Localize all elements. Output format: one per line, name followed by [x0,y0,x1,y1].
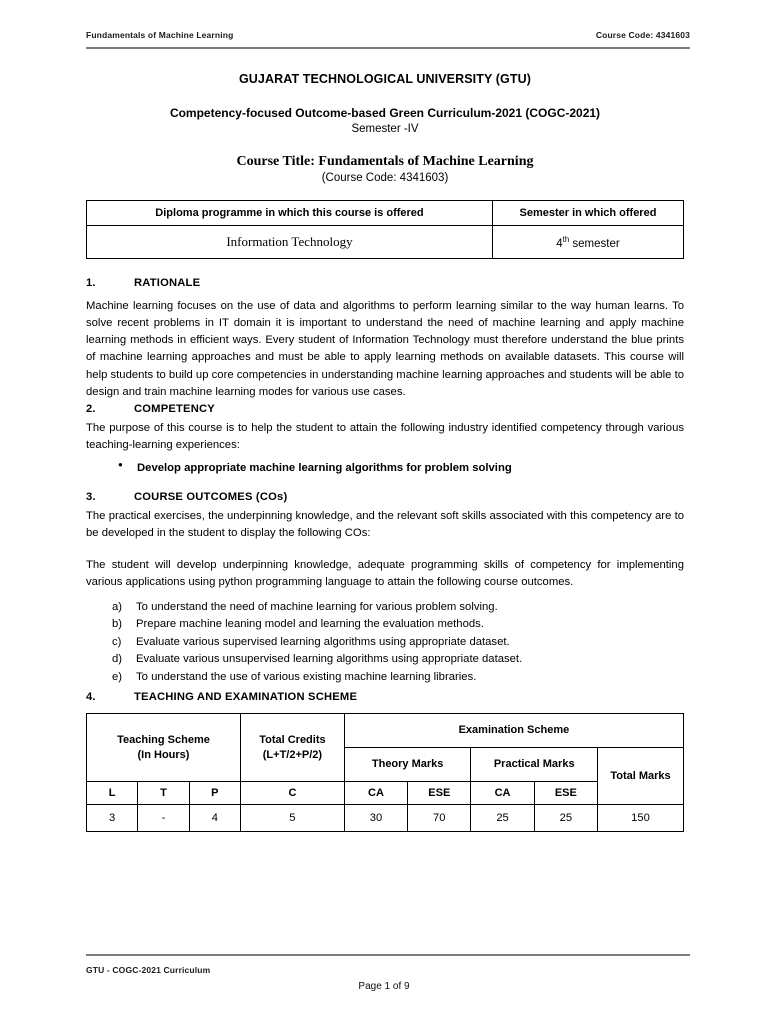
value-practical-ca: 25 [471,805,534,832]
total-credits-sublabel: (L+T/2+P/2) [262,748,323,761]
list-text: Evaluate various supervised learning algorithms using appropriate dataset. [136,635,510,648]
value-c: 5 [240,805,344,832]
list-item [86,634,684,652]
teaching-scheme-label: Teaching Scheme [117,733,210,746]
header-course-code: Course Code: 4341603 [595,30,690,40]
list-marker: e) [112,670,123,683]
total-credits-header [240,714,344,782]
table-row [87,201,684,226]
list-text: Evaluate various unsupervised learning algorithms using appropriate dataset. [136,653,523,666]
course-code-line: (Course Code: 4341603) [321,172,449,184]
table-row [87,805,684,832]
section-title: TEACHING AND EXAMINATION SCHEME [134,691,358,704]
header-divider [86,47,690,49]
teaching-scheme-sublabel: (In Hours) [137,748,190,761]
list-marker: b) [112,618,123,631]
examination-scheme-header: Examination Scheme [344,714,683,748]
list-marker: a) [112,600,123,613]
teaching-examination-scheme-table [86,713,684,832]
value-l: 3 [87,805,138,832]
rationale-paragraph: Machine learning focuses on the use of data and algorithms to perform learning similar to the way human learns. To solve recent problems in IT domain it is important to understand the need of machine learning and apply machine learning methods in efficient ways. Every student of Information Technology must therefore understand the blue prints of machine learning approaches and must be able to apply learning methods on available datasets. This course will help students to build up core competencies in understanding machine learning approaches and students will be able to design and train machine learning modes for various use cases. [86,300,684,398]
semester-line: Semester -IV [351,123,419,135]
col-header-theory-ca: CA [344,782,407,805]
section-number: 1. [86,277,96,289]
value-practical-ese: 25 [534,805,597,832]
programme-header: Diploma programme in which this course is offered [87,201,493,226]
list-item [86,599,684,617]
value-total-marks: 150 [597,805,683,832]
col-header-practical-ese: ESE [534,782,597,805]
section-title: RATIONALE [134,277,201,289]
footer-divider [86,954,690,956]
section-heading-competency [86,403,684,415]
programme-table [86,200,684,259]
col-header-practical-ca: CA [471,782,534,805]
scheme-table-wrapper [86,713,684,832]
course-outcomes-intro: The practical exercises, the underpinning knowledge, and the relevant soft skills associated with this competency are to be developed in the student to display the following COs: [86,510,684,540]
total-credits-label: Total Credits [259,733,326,746]
total-marks-header: Total Marks [597,748,683,805]
list-text: To understand the use of various existing machine learning libraries. [136,670,477,683]
semester-ordinal-suffix: th [562,234,570,244]
col-header-theory-ese: ESE [408,782,471,805]
value-theory-ese: 70 [408,805,471,832]
section-heading-course-outcomes [86,491,684,503]
spacer [86,477,684,491]
table-row [87,782,684,805]
semester-header: Semester in which offered [492,201,683,226]
course-outcome-list [86,599,684,687]
value-t: - [138,805,189,832]
section-number: 3. [86,491,96,504]
footer-curriculum-label: GTU - COGC-2021 Curriculum [86,965,211,975]
footer-page-number: Page 1 of 9 [358,981,410,992]
practical-marks-header: Practical Marks [471,748,598,782]
course-title: Course Title: Fundamentals of Machine Learning [236,154,534,169]
value-p: 4 [189,805,240,832]
competency-paragraph: The purpose of this course is to help the student to attain the following industry identified competency through various teaching-learning experiences: [86,421,684,452]
list-marker: c) [112,635,122,648]
semester-word: semester [569,237,620,250]
section-number: 4. [86,691,96,704]
spacer [86,289,684,298]
col-header-l: L [87,782,138,805]
table-row [87,714,684,748]
list-item [86,669,684,687]
spacer [86,543,684,557]
list-item [86,651,684,669]
header-course-name: Fundamentals of Machine Learning [86,30,234,40]
section-title: COMPETENCY [134,402,215,415]
table-row [87,226,684,259]
value-theory-ca: 30 [344,805,407,832]
running-header [86,30,690,40]
theory-marks-header: Theory Marks [344,748,471,782]
col-header-t: T [138,782,189,805]
list-item [86,616,684,634]
competency-bullet-list [86,460,684,477]
curriculum-title: Competency-focused Outcome-based Green Curriculum-2021 (COGC-2021) [169,106,601,120]
teaching-scheme-header [87,714,241,782]
semester-value [492,226,683,259]
col-header-c: C [240,782,344,805]
section-title: COURSE OUTCOMES (COs) [134,491,288,504]
programme-value: Information Technology [87,226,493,259]
list-marker: d) [112,653,123,666]
list-item: ● Develop appropriate machine learning algorithms for problem solving [86,460,684,477]
list-text: To understand the need of machine learning for various problem solving. [136,600,498,613]
document-content [86,72,684,832]
section-heading-scheme [86,691,684,703]
list-text: Prepare machine leaning model and learning the evaluation methods. [136,618,484,631]
semester-number: 4 [556,237,563,250]
university-title: GUJARAT TECHNOLOGICAL UNIVERSITY (GTU) [238,72,531,86]
course-outcomes-intro-2: The student will develop underpinning knowledge, adequate programming skills of competency for implementing various applications using python programming language to attain the following course outcomes. [86,558,684,588]
col-header-p: P [189,782,240,805]
section-heading-rationale [86,277,684,289]
section-number: 2. [86,402,96,415]
